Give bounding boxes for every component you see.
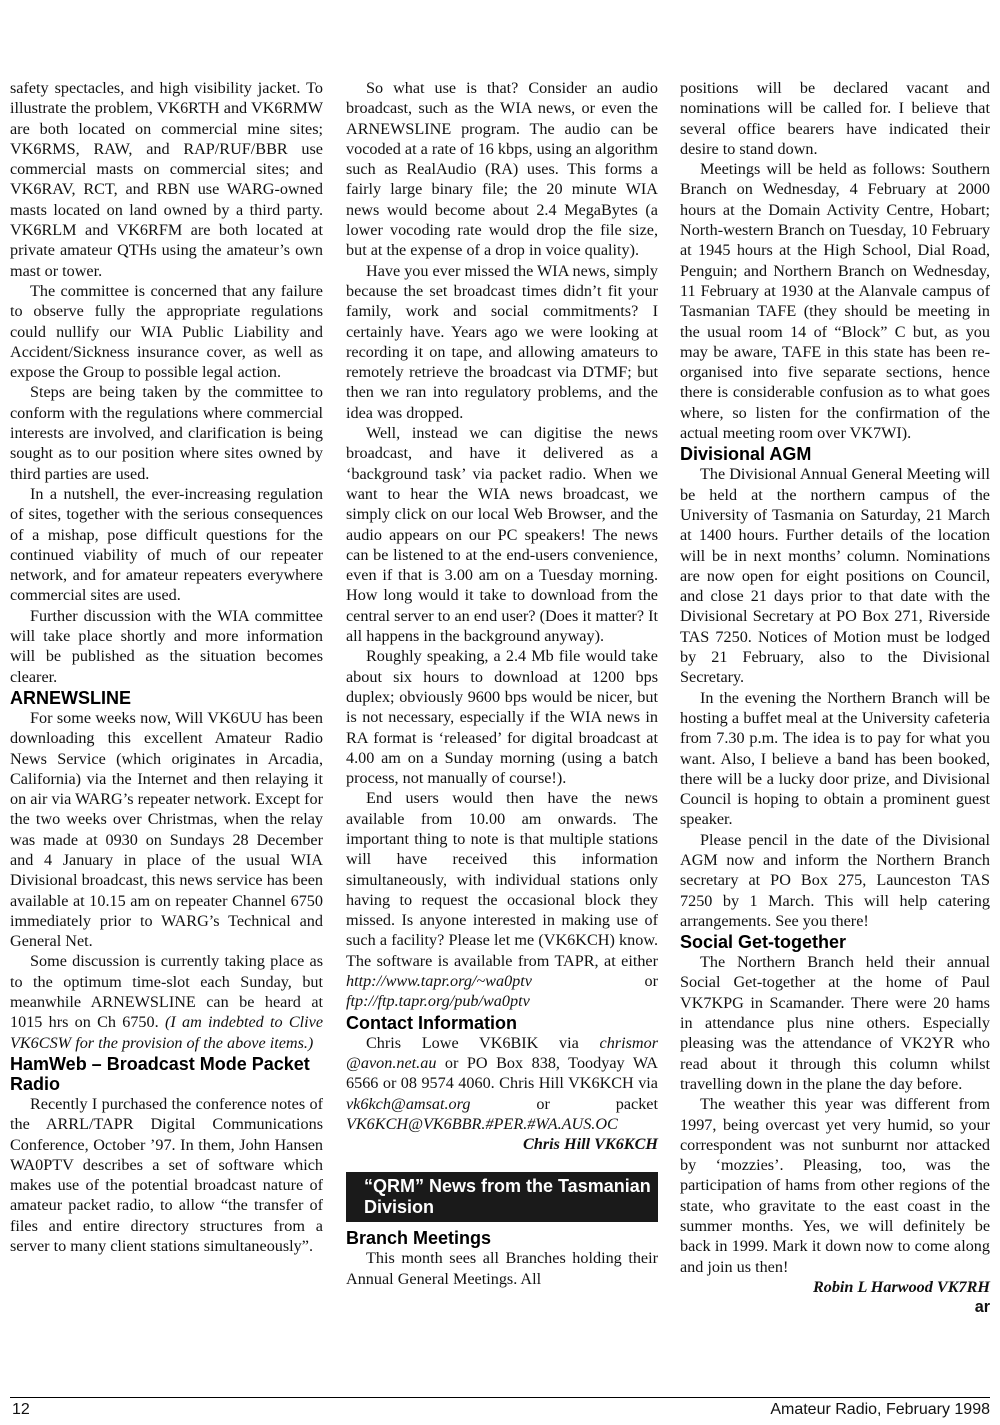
section-heading-divisional-agm: Divisional AGM bbox=[680, 444, 812, 465]
paragraph: In the evening the Northern Branch will be hosting a buffet meal at the University cafeteria from 7.30 p.m. The idea is to pay for what you want. Also, I believe a band has been booked, there will be a lucky door prize, and Divisional Council is hoping to obtain a prominent guest speaker. bbox=[680, 688, 990, 829]
column-3 bbox=[680, 78, 990, 1318]
packet-address: VK6KCH@VK6BBR.#PER.#WA.AUS.OC bbox=[346, 1114, 618, 1133]
paragraph: safety spectacles, and high visibility jacket. To illustrate the problem, VK6RTH and VK6RMW are both located on commercial mine sites; VK6RMS, RAW, and RAP/RUF/BBR use commercial masts on commercial sites; and VK6RAV, RCT, and RBN use WARG-owned masts located on land owned by a third party. VK6RLM and VK6RFM are both located at private amateur QTHs using the amateur’s own mast or tower. bbox=[10, 79, 323, 280]
paragraph: Further discussion with the WIA committee will take place shortly and more information will be published as the situation becomes clearer. bbox=[10, 606, 323, 686]
section-banner-qrm: “QRM” News from the Tasmanian Division bbox=[346, 1172, 658, 1222]
tapr-ftp-link[interactable]: ftp://ftp.tapr.org/pub/wa0ptv bbox=[346, 992, 530, 1011]
email-vk6kch[interactable]: vk6kch@amsat.org bbox=[346, 1094, 471, 1113]
paragraph bbox=[346, 1033, 658, 1134]
paragraph: Please pencil in the date of the Divisional AGM now and inform the Northern Branch secretary at PO Box 275, Launceston TAS 7250 by 1 March. This will help catering arrangements. See you there! bbox=[680, 830, 990, 930]
contact-text: Chris Lowe VK6BIK via bbox=[366, 1033, 600, 1052]
section-heading-contact: Contact Information bbox=[346, 1012, 517, 1033]
end-mark: ar bbox=[974, 1298, 990, 1317]
paragraph-text: Some discussion is currently taking place as to the optimum time-slot each Sunday, but meanwhile ARNEWSLINE can be heard at 1015 hrs on Ch 6750. bbox=[10, 952, 323, 1032]
or-text: or bbox=[531, 972, 658, 991]
credit-note: (I am indebted to Clive VK6CSW for the provision of the above items.) bbox=[10, 1013, 324, 1052]
contact-text: or packet bbox=[470, 1094, 658, 1113]
column-1 bbox=[10, 78, 323, 1256]
paragraph: So what use is that? Consider an audio broadcast, such as the WIA news, or even the ARNEWSLINE program. The audio can be vocoded at a rate of 16 kbps, using an algorithm such as RealAudio (RA) uses. This forms a fairly large binary file; the 20 minute WIA news would become about 2.4 MegaBytes (a lower vocoding rate would drop the file size, but at the expense of a drop in voice quality). bbox=[346, 79, 658, 260]
paragraph: For some weeks now, Will VK6UU has been downloading this excellent Amateur Radio News Service (which originates in Arcadia, California) via the Internet and then relaying it on air via WARG’s repeater network. Except for the two weeks over Christmas, when the relay was made at 0930 on Sundays 28 December and 4 January in place of the usual WIA Divisional broadcast, this news service has been available at 10.15 am on repeater Channel 6750 immediately prior to WARG’s Technical and General Net. bbox=[10, 708, 323, 951]
paragraph: Steps are being taken by the committee to conform with the regulations where commercial interests are involved, and clarification is being sought as to our position where sites owned by third parties are used. bbox=[10, 383, 323, 483]
paragraph: In a nutshell, the ever-increasing regulation of sites, together with the serious consequences of a mishap, pose difficult questions for the continued viability of much of our repeater network, and for amateur repeaters everywhere commercial sites are used. bbox=[10, 484, 323, 605]
tapr-http-link[interactable]: http://www.tapr.org/~wa0ptv bbox=[346, 972, 532, 991]
author-signature: Robin L Harwood VK7RH bbox=[812, 1277, 990, 1296]
paragraph: This month sees all Branches holding their Annual General Meetings. All bbox=[346, 1249, 658, 1288]
author-signature: Chris Hill VK6KCH bbox=[523, 1135, 658, 1154]
paragraph: Recently I purchased the conference notes of the ARRL/TAPR Digital Communications Conference, October ’97. In them, John Hansen WA0PTV describes a set of software which makes use of the potential broadcast nature of amateur packet radio, to allow “the transfer of files and entire directory structures from a server to many client stations simultaneously”. bbox=[10, 1094, 323, 1256]
paragraph: positions will be declared vacant and nominations will be called for. I believe that several office bearers have indicated their desire to stand down. bbox=[680, 79, 990, 158]
column-2 bbox=[346, 78, 658, 1289]
paragraph: The Northern Branch held their annual Social Get-together at the home of Paul VK7KPG in Scamander. There were 20 hams in attendance plus nine others. Especially pleasing was the attendance of VK2YR who read about it through this column whilst travelling down in the plane the day before. bbox=[680, 953, 990, 1093]
section-heading-branch-meetings: Branch Meetings bbox=[346, 1228, 492, 1249]
publication-footer: Amateur Radio, February 1998 bbox=[770, 1401, 990, 1418]
email-chrismor[interactable]: chrismor @avon.net.au bbox=[346, 1033, 658, 1072]
paragraph: The weather this year was different from 1997, being overcast yet very humid, so your correspondent was not sunburnt nor attacked by ‘mozzies’. Pleasing, too, was the participation of hams from other regions of the state, who gravitate to the east coast in the summer months. Yes, we will definitely be back in 1999. Mark it down now to come along and join us then! bbox=[680, 1095, 990, 1276]
section-heading-social: Social Get-together bbox=[680, 932, 847, 953]
paragraph: The Divisional Annual General Meeting will be held at the northern campus of the University of Tasmania on Saturday, 21 March at 1400 hours. Further details of the location will be in next months’ column. Nominations are now open for eight positions on Council, and close 21 days prior to that date with the Divisional Secretary at PO Box 271, Riverside TAS 7250. Notices of Motion must be lodged by 21 February, also to the Divisional Secretary. bbox=[680, 465, 990, 687]
paragraph bbox=[346, 788, 658, 1011]
paragraph: The committee is concerned that any failure to observe fully the appropriate regulations could nullify our WIA Public Liability and Accident/Sickness insurance cover, as well as expose the Group to possible legal action. bbox=[10, 281, 323, 382]
footer-divider bbox=[10, 1397, 990, 1398]
paragraph-text: End users would then have the news available from 10.00 am onwards. The important thing to note is that multiple stations will have received this information simultaneously, with individual stations only having to request the occasional block they missed. Is anyone interested in making use of such a facility? Please let me (VK6KCH) know. The software is available from TAPR, at either bbox=[346, 789, 658, 970]
section-heading-hamweb: HamWeb – Broadcast Mode Packet Radio bbox=[10, 1053, 310, 1094]
paragraph: Have you ever missed the WIA news, simply because the set broadcast times didn’t fit your family, work and social commitments? I certainly have. Years ago we were looking at recording it on tape, and allowing amateurs to remotely retrieve the broadcast via DTMF; but then we ran into regulatory problems, and the idea was dropped. bbox=[346, 261, 658, 422]
section-heading-arnewsline: ARNEWSLINE bbox=[10, 687, 131, 708]
paragraph: Well, instead we can digitise the news broadcast, and have it delivered as a ‘background task’ via packet radio. When we want to hear the WIA news broadcast, we simply click on our local Web Browser, and the audio appears on our PC speakers! The news can be listened to at the end-users convenience, even if that is 3.00 am on a Tuesday morning. How long would it take to download from the central server to an end user? (Does it matter? It all happens in the background anyway). bbox=[346, 424, 658, 646]
contact-text: or PO Box 838, Toodyay WA 6566 or 08 9574 4060. Chris Hill VK6KCH via bbox=[346, 1053, 658, 1093]
paragraph: Roughly speaking, a 2.4 Mb file would take about six hours to download at 1200 bps duplex; obviously 9600 bps would be nicer, but is not necessary, especially if the WIA news in RA format is ‘released’ for digital broadcast at 4.00 am on a Sunday morning (using a batch process, not manually of course!). bbox=[346, 647, 658, 788]
page-number: 12 bbox=[12, 1401, 30, 1418]
paragraph bbox=[10, 951, 323, 1052]
paragraph: Meetings will be held as follows: Southern Branch on Wednesday, 4 February at 2000 hours at the Domain Activity Centre, Hobart; North-western Branch on Tuesday, 10 February at 1945 hours at the High School, Dial Road, Penguin; and Northern Branch on Wednesday, 11 February at 1930 at the Alanvale campus of Tasmanian TAFE (they should be meeting in the usual room 14 of “Block” C but, as you may be aware, TAFE in this state has been re-organised into five separate sections, hence there is considerable confusion as to what goes where, so listen for the confirmation of the actual meeting room over VK7WI). bbox=[680, 160, 990, 443]
